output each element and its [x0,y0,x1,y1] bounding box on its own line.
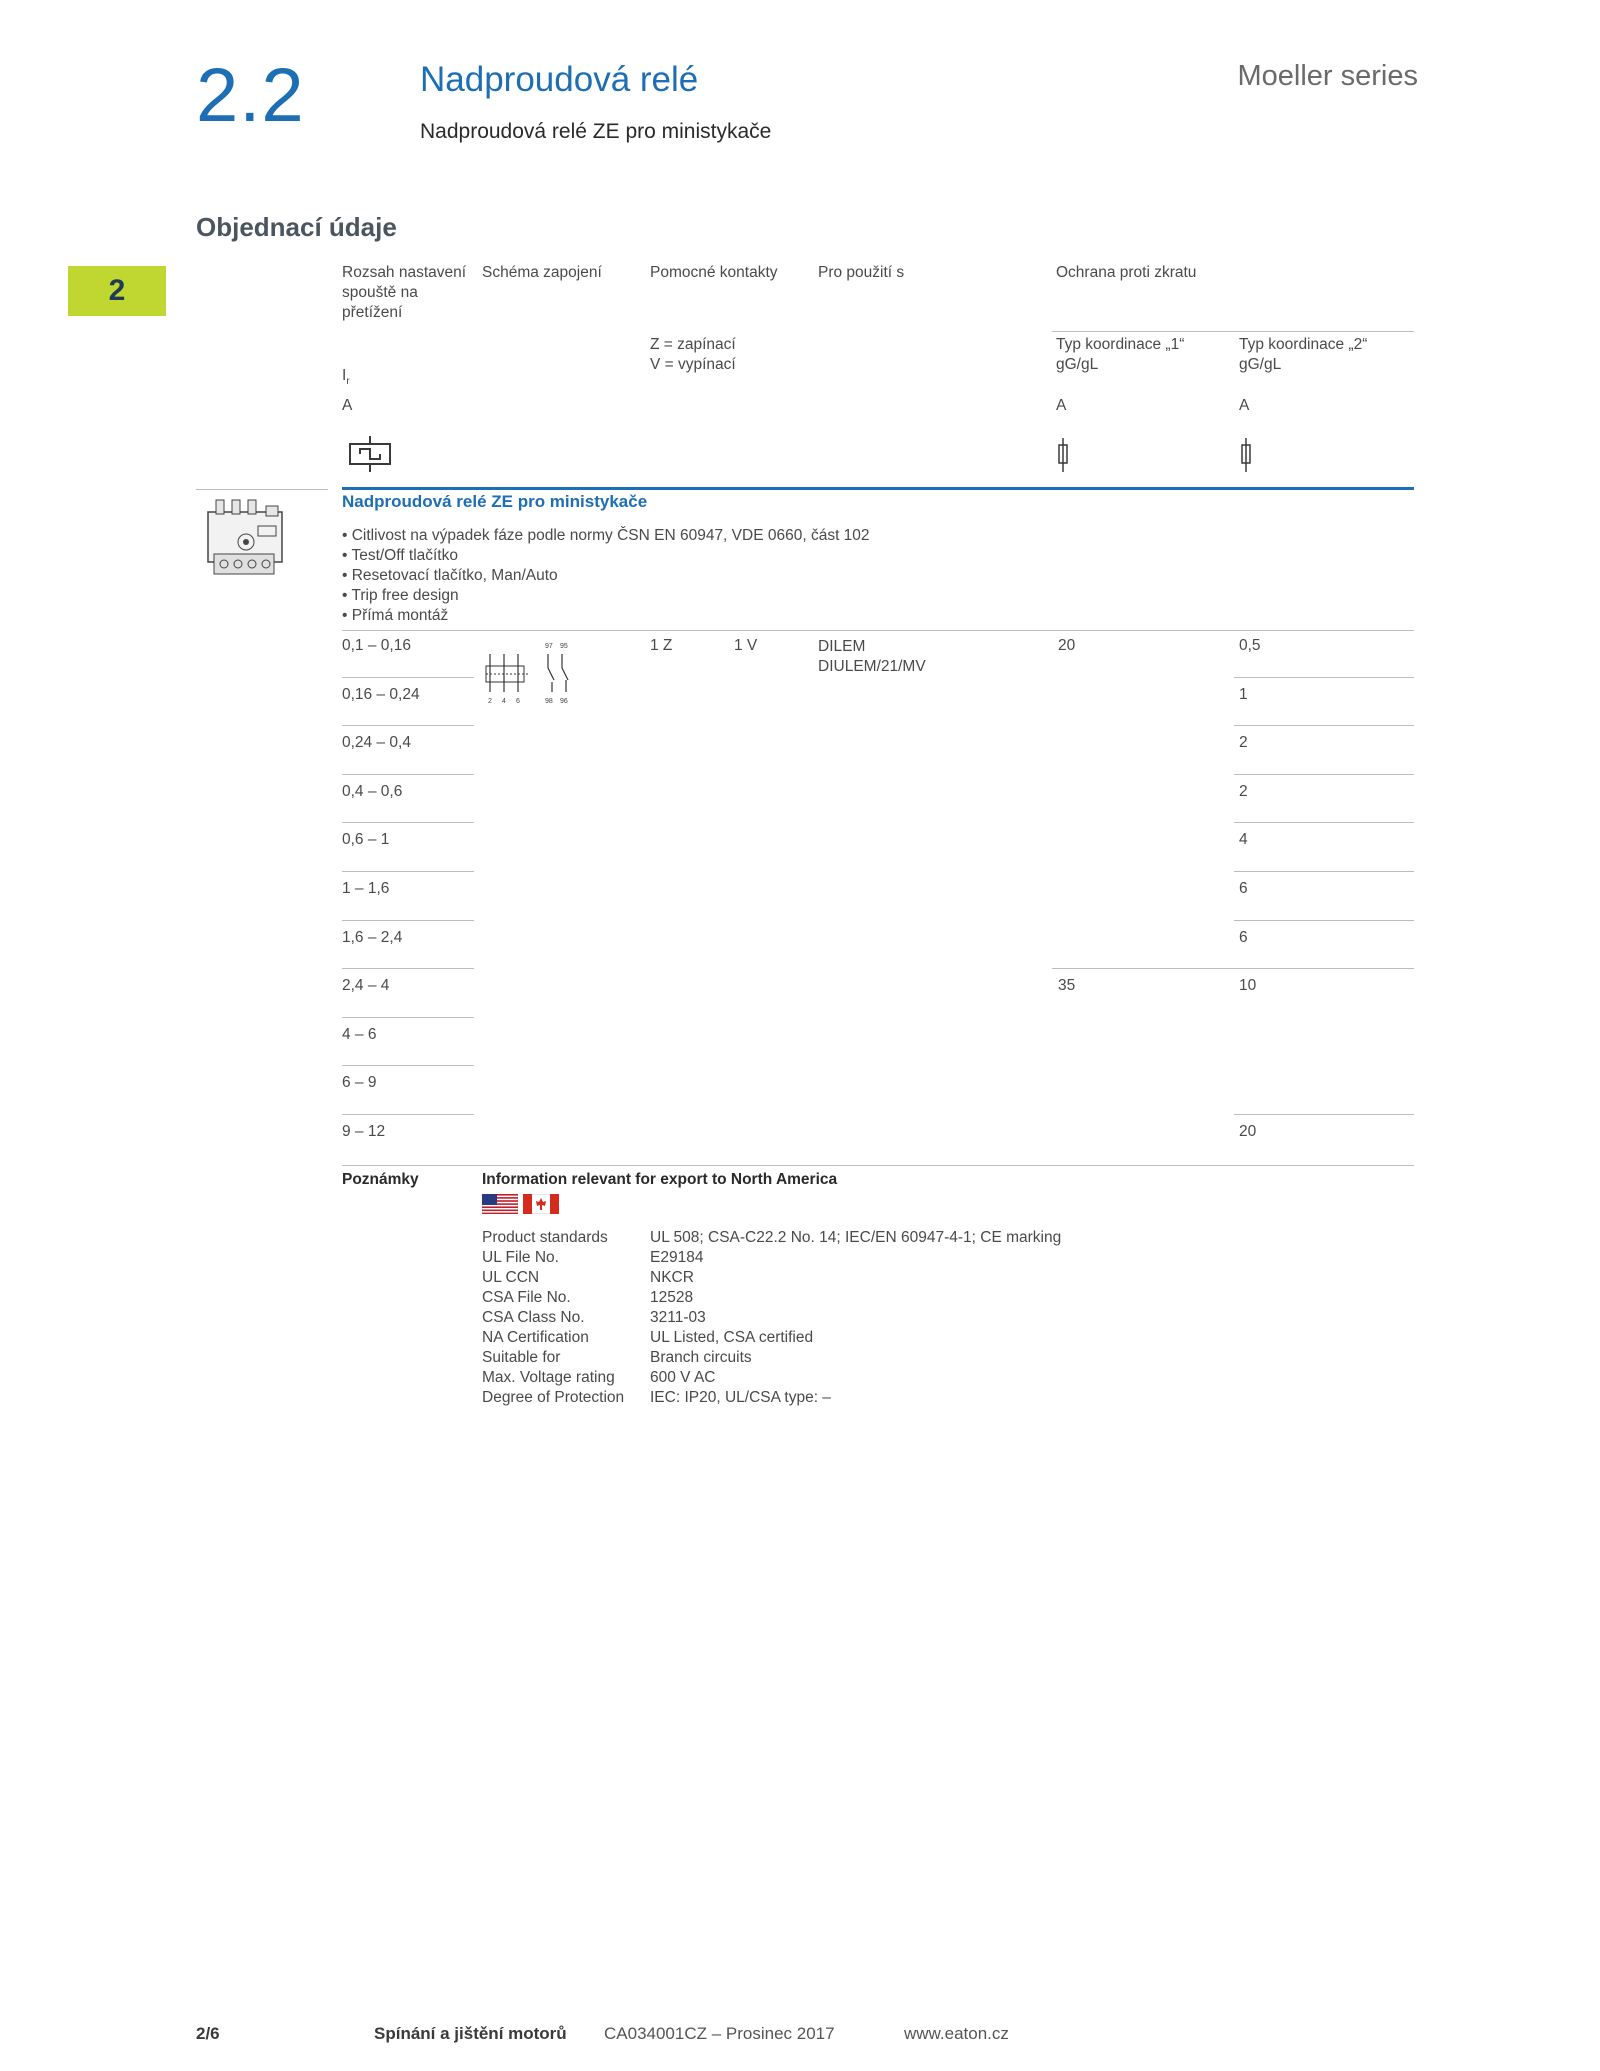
na-info-value: 3211-03 [650,1309,706,1326]
na-info-value: UL Listed, CSA certified [650,1329,814,1346]
row-divider [1234,968,1414,969]
row-range: 0,6 – 1 [342,831,390,849]
row-range: 1,6 – 2,4 [342,928,403,946]
row-type2-fuse: 10 [1239,977,1257,995]
row-range: 1 – 1,6 [342,880,390,897]
fuse-symbol-icon [1056,438,1070,472]
fuse-symbol-icon [1239,438,1253,472]
ir-symbol-letter: I [342,367,347,384]
na-info-list [482,1228,1061,1408]
row-divider [342,1065,474,1066]
row-type2-fuse: 2 [1239,782,1248,800]
schema-label: 95 [560,643,568,650]
na-info-row [482,1288,1061,1308]
overload-relay-image [198,496,294,580]
na-info-value: UL 508; CSA-C22.2 No. 14; IEC/EN 60947-4-1; CE marking [650,1229,1062,1246]
series-label: Moeller series [1237,60,1418,92]
schema-label: 96 [560,698,568,705]
row-divider [342,1017,474,1018]
row-divider [1234,1114,1414,1115]
relay-symbol-icon [346,434,400,474]
use-with-line: DIULEM/21/MV [818,658,926,675]
type1-header-line: gG/gL [1056,356,1099,373]
contacts-legend-v: V = vypínací [650,356,736,373]
list-item: • Citlivost na výpadek fáze podle normy ČSN EN 60947, VDE 0660, část 102 [342,527,870,544]
contact-v: 1 V [734,637,758,654]
col-header-range-line: Rozsah nastavení [342,264,467,281]
unit-range: A [342,397,353,414]
row-divider [342,968,474,969]
row-divider [342,1114,474,1115]
footer-chapter: Spínání a jištění motorů [374,2024,567,2043]
row-type2-fuse: 6 [1239,880,1248,897]
row-type1-fuse: 35 [1058,977,1076,995]
na-info-row [482,1368,1061,1388]
row-range: 0,1 – 0,16 [342,637,411,654]
row-divider [1234,822,1414,823]
canada-flag-icon [523,1194,559,1214]
na-info-key: NA Certification [482,1329,589,1346]
row-divider [342,822,474,823]
page-title: Nadproudová relé [420,60,699,99]
na-info-key: Max. Voltage rating [482,1369,615,1386]
ir-symbol [342,366,350,392]
col-header-contacts: Pomocné kontakty [650,264,778,281]
col-header-use-with: Pro použití s [818,264,905,281]
schema-label: 97 [545,643,553,650]
list-item: • Trip free design [342,587,459,604]
na-info-row [482,1348,1061,1368]
row-divider [1234,920,1414,921]
row-divider [1234,871,1414,872]
row-divider [342,677,474,678]
image-divider [196,489,328,490]
notes-heading: Information relevant for export to North America [482,1171,838,1188]
row-type1-fuse: 20 [1058,637,1076,654]
chapter-tab [68,266,166,316]
section-title: Objednací údaje [196,212,397,242]
row-divider [1234,725,1414,726]
usa-flag-icon [482,1194,518,1214]
na-info-value: 600 V AC [650,1369,716,1386]
na-info-key: CSA File No. [482,1289,571,1306]
header-divider [1052,331,1414,332]
contacts-legend [650,335,736,375]
col-header-range-line: přetížení [342,304,403,321]
row-range: 0,4 – 0,6 [342,782,403,800]
row-divider [1234,774,1414,775]
na-info-row [482,1228,1061,1248]
na-info-row [482,1388,1061,1408]
page-number: 2/6 [196,2024,220,2043]
row-divider [342,920,474,921]
feature-list [342,526,870,626]
type2-header [1239,335,1367,375]
row-range: 4 – 6 [342,1025,377,1043]
contact-z: 1 Z [650,637,673,654]
unit-type1: A [1056,397,1067,414]
schema-label: 98 [545,698,553,705]
bullets-divider [342,630,1414,631]
list-item: • Test/Off tlačítko [342,547,458,564]
product-divider [342,487,1414,490]
list-item: • Přímá montáž [342,607,449,624]
col-header-short-circuit: Ochrana proti zkratu [1056,264,1197,281]
na-info-value: NKCR [650,1269,694,1286]
row-type2-fuse: 4 [1239,831,1248,849]
na-info-row [482,1308,1061,1328]
list-item: • Resetovací tlačítko, Man/Auto [342,567,558,584]
product-title: Nadproudová relé ZE pro ministykače [342,492,648,511]
row-divider [1234,677,1414,678]
col-header-range-line: spouště na [342,284,418,301]
notes-label: Poznámky [342,1171,419,1188]
row-type2-fuse: 6 [1239,928,1248,946]
row-type2-fuse: 20 [1239,1123,1257,1140]
na-info-key: UL CCN [482,1269,540,1286]
type2-header-line: gG/gL [1239,356,1282,373]
chapter-number: 2.2 [196,53,305,138]
na-info-row [482,1268,1061,1288]
notes-divider [342,1165,1414,1166]
na-info-value: E29184 [650,1249,704,1266]
unit-type2: A [1239,397,1250,414]
row-type2-fuse: 1 [1239,685,1248,703]
row-range: 0,24 – 0,4 [342,734,411,752]
row-type2-fuse: 2 [1239,734,1248,752]
col-header-schema: Schéma zapojení [482,264,602,281]
use-with-line: DILEM [818,638,866,655]
na-info-row [482,1248,1061,1268]
row-type2-fuse: 0,5 [1239,637,1261,654]
na-info-key: UL File No. [482,1249,559,1266]
chapter-tab-label: 2 [108,274,126,307]
row-range: 2,4 – 4 [342,977,390,995]
schema-label: 6 [516,698,520,705]
na-info-key: Suitable for [482,1349,561,1366]
na-info-value: IEC: IP20, UL/CSA type: – [650,1389,831,1406]
na-info-value: 12528 [650,1289,694,1306]
na-info-value: Branch circuits [650,1349,752,1366]
type1-header [1056,335,1184,375]
na-info-row [482,1328,1061,1348]
type2-header-line: Typ koordinace „2“ [1239,336,1368,353]
row-divider [342,871,474,872]
row-divider [342,774,474,775]
na-info-key: Product standards [482,1229,608,1246]
contacts-legend-z: Z = zapínací [650,336,736,353]
use-with [818,637,926,677]
col-header-range [342,263,466,323]
row-range: 6 – 9 [342,1074,377,1092]
row-divider [342,725,474,726]
row-divider [1052,968,1234,969]
ir-symbol-sub: r [346,376,350,388]
footer-doc: CA034001CZ – Prosinec 2017 [604,2024,835,2043]
wiring-schema-diagram [482,640,576,706]
type1-header-line: Typ koordinace „1“ [1056,336,1185,353]
na-info-key: Degree of Protection [482,1389,625,1406]
na-info-key: CSA Class No. [482,1309,585,1326]
row-range: 0,16 – 0,24 [342,685,420,703]
row-range: 9 – 12 [342,1123,386,1140]
footer-url: www.eaton.cz [904,2024,1009,2043]
schema-label: 2 [488,698,492,705]
page-subtitle: Nadproudová relé ZE pro ministykače [420,120,772,143]
schema-label: 4 [502,698,506,705]
